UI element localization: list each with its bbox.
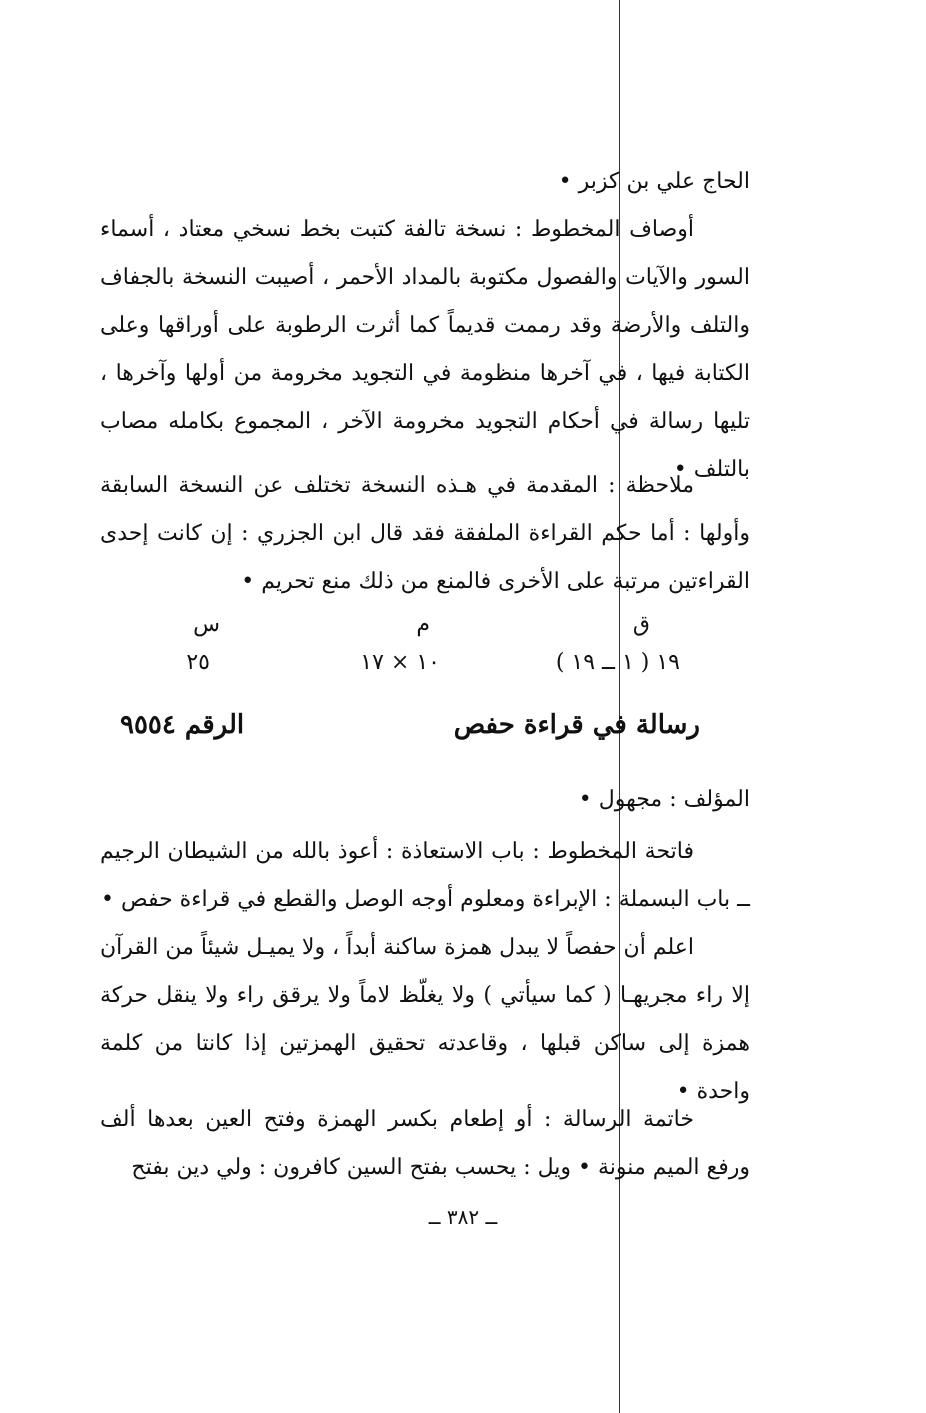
m-label: م: [416, 612, 430, 637]
q-value: ١٩ ( ١ ــ ١٩ ): [555, 650, 680, 675]
section-title: رسالة في قراءة حفص: [453, 710, 700, 740]
s-label: س: [193, 612, 220, 637]
section-heading: [100, 710, 700, 760]
body-paragraph: اعلم أن حفصاً لا يبدل همزة ساكنة أبداً ، ولا يميـل شيئاً من القرآن إلا راء مجريهـا ( كما سيأتي ) ولا يغلّظ لاماً ولا يرقق راء ولا ينقل حركة همزة إلى ساكن قبلها ، وقاعدته تحقيق الهمزتين إذا كانتا من كلمة واحدة •: [100, 935, 750, 1104]
m-value: ١٠ × ١٧: [360, 650, 440, 675]
note-paragraph: ملاحظة : المقدمة في هـذه النسخة تختلف عن النسخة السابقة وأولها : أما حكم القراءة الملفقة فقد قال ابن الجزري : إن كانت إحدى القراءتين مرتبة على الأخرى فالمنع من ذلك منع تحريم •: [100, 473, 750, 594]
author-line: المؤلف : مجهول •: [578, 787, 750, 812]
description-paragraph: أوصاف المخطوط : نسخة تالفة كتبت بخط نسخي معتاد ، أسماء السور والآيات والفصول مكتوبة بالمداد الأحمر ، أصيبت النسخة بالجفاف والتلف والأرضة وقد رممت قديماً كما أثرت الرطوبة على أوراقها وعلى الكتابة فيها ، في آخرها منظومة في التجويد مخرومة من أولها وآخرها ، تليها رسالة في أحكام التجويد مخرومة الآخر ، المجموع بكامله مصاب بالتلف •: [100, 217, 750, 482]
q-label: ق: [632, 612, 650, 637]
specs-row: [140, 612, 680, 692]
closing-paragraph: خاتمة الرسالة : أو إطعام بكسر الهمزة وفتح العين بعدها ألف ورفع الميم منونة • ويل : يحسب بفتح السين كافرون : ولي دين بفتح: [100, 1107, 750, 1180]
s-value: ٢٥: [186, 650, 210, 675]
header-line: الحاج علي بن كزبر •: [558, 169, 750, 194]
page-number: ــ ٣٨٢ ــ: [428, 1205, 498, 1229]
opening-paragraph: فاتحة المخطوط : باب الاستعاذة : أعوذ بالله من الشيطان الرجيم ــ باب البسملة : الإبراءة ومعلوم أوجه الوصل والقطع في قراءة حفص •: [100, 839, 750, 912]
section-number: الرقم ٩٥٥٤: [120, 710, 245, 740]
